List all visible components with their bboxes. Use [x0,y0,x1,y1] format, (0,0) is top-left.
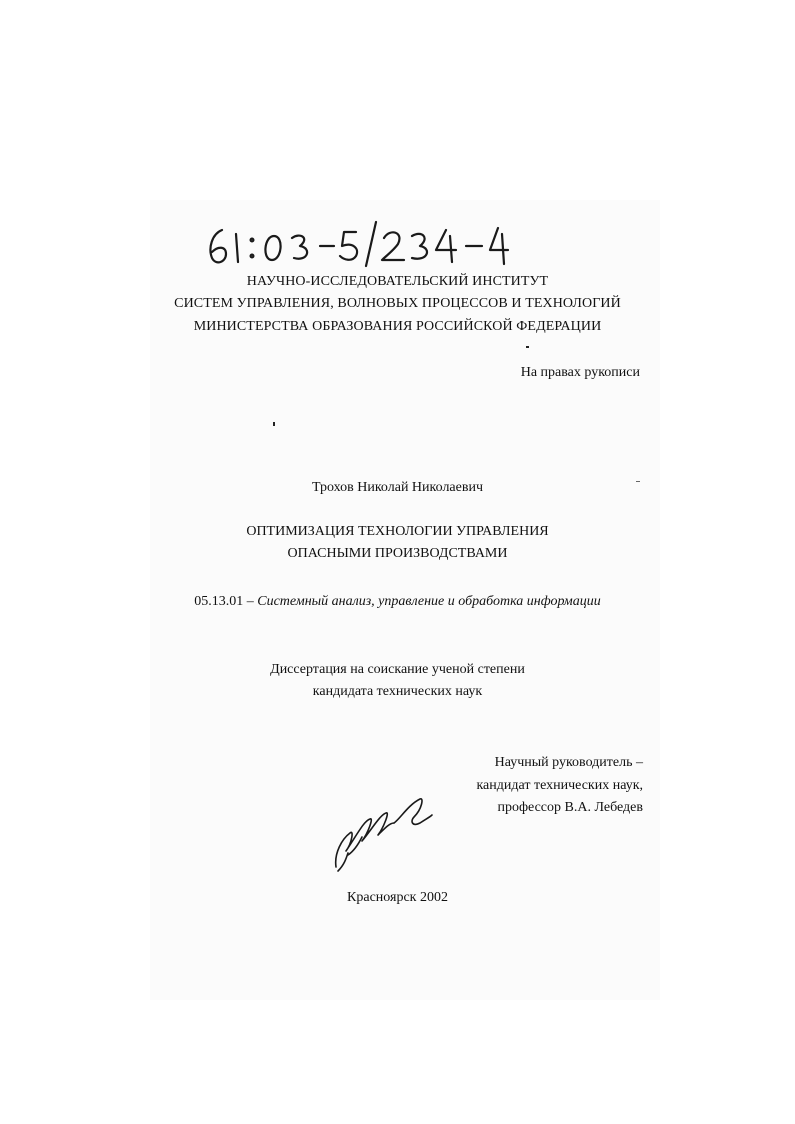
supervisor-line-3: профессор В.А. Лебедев [497,800,643,815]
scan-speck [273,422,275,426]
specialty [0,590,795,614]
degree-line-2: кандидата технических наук [312,684,483,699]
institute-line-3: МИНИСТЕРСТВА ОБРАЗОВАНИЯ РОССИЙСКОЙ ФЕДЕРАЦИИ [193,319,602,334]
institute-line-1: НАУЧНО-ИССЛЕДОВАТЕЛЬСКИЙ ИНСТИТУТ [246,274,549,289]
title-line-2: ОПАСНЫМИ ПРОИЗВОДСТВАМИ [287,546,508,561]
institute-line-2: СИСТЕМ УПРАВЛЕНИЯ, ВОЛНОВЫХ ПРОЦЕССОВ И ТЕХНОЛОГИЙ [174,296,621,311]
author-name: Трохов Николай Николаевич [311,480,483,495]
specialty-name: Системный анализ, управление и обработка информации [257,594,601,609]
degree-line-1: Диссертация на соискание ученой степени [270,662,525,677]
rights-notice: На правах рукописи [520,365,640,380]
title-line-1: ОПТИМИЗАЦИЯ ТЕХНОЛОГИИ УПРАВЛЕНИЯ [246,524,549,539]
specialty-code: 05.13.01 – [194,594,254,609]
supervisor-line-1: Научный руководитель – [494,755,643,770]
handwritten-archive-code [200,218,520,268]
supervisor-line-2: кандидат технических наук, [476,778,643,793]
scan-speck [526,346,529,348]
signature [328,793,436,873]
place-year: Красноярск 2002 [347,890,448,905]
